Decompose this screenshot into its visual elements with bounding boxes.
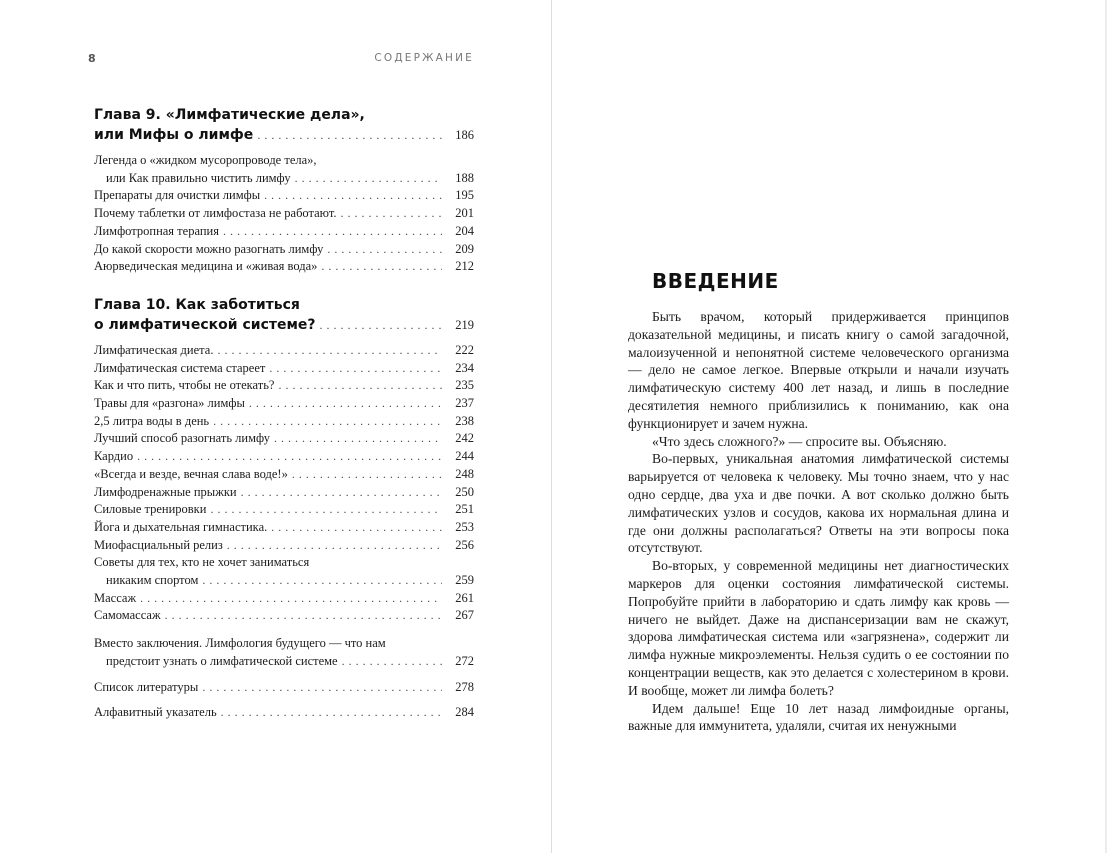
entry-title: Аюрведическая медицина и «живая вода» (94, 259, 318, 274)
entry-title: Силовые тренировки (94, 502, 207, 517)
dot-leader (278, 377, 442, 395)
entry-title: Лимфотропная терапия (94, 223, 219, 238)
entry-page: 242 (455, 431, 474, 446)
entry-title: Самомассаж (94, 608, 161, 623)
dot-leader (341, 205, 442, 223)
toc-entry-conclusion[interactable] (94, 635, 474, 670)
dot-leader (210, 501, 442, 519)
toc-entry[interactable] (94, 360, 474, 378)
entry-page: 195 (455, 188, 474, 203)
entry-page: 259 (455, 573, 474, 588)
page-number: 8 (88, 52, 96, 65)
paragraph: Во-первых, уникальная анатомия лимфатической системы варьируется от человека к человеку. Мы точно знаем, что у нас одно сердце, два уха и две почки. А вот сколько должно быть лимфатических узлов и сосудов, какова их нормальная длина и где они должны располагаться? Ответы на эти вопросы пока отсутствуют. (628, 451, 1009, 556)
dot-leader (264, 187, 442, 205)
toc-entry[interactable] (94, 537, 474, 555)
entry-page: 267 (455, 608, 474, 623)
paragraph: Идем дальше! Еще 10 лет назад лимфоидные органы, важные для иммунитета, удаляли, считая их ненужными (628, 700, 1009, 734)
entry-page: 284 (455, 705, 474, 720)
dot-leader (274, 430, 442, 448)
dot-leader (213, 413, 442, 431)
entry-title: Травы для «разгона» лимфы (94, 396, 245, 411)
toc-entry[interactable] (94, 554, 474, 589)
entry-page: 272 (455, 653, 474, 668)
toc-entry[interactable] (94, 258, 474, 276)
dot-leader (221, 704, 442, 722)
dot-leader (165, 607, 442, 625)
table-of-contents (94, 105, 474, 722)
chapter-title-line1: Глава 9. «Лимфатические дела», (94, 107, 365, 123)
chapter-title-line1: Глава 10. Как заботиться (94, 296, 300, 313)
entry-page: 188 (455, 170, 474, 185)
toc-entry[interactable] (94, 607, 474, 625)
entry-title: «Всегда и везде, вечная слава воде!» (94, 466, 288, 481)
running-head: СОДЕРЖАНИЕ (374, 52, 474, 64)
left-page (0, 0, 551, 853)
entry-title: Массаж (94, 590, 137, 605)
dot-leader (320, 315, 442, 335)
entry-title: Лимфатическая диета. (94, 342, 214, 357)
dot-leader (140, 590, 442, 608)
entry-title-line2: предстоит узнать о лимфатической системе (106, 653, 338, 668)
dot-leader (321, 258, 442, 276)
entry-page: 250 (455, 484, 474, 499)
paragraph: «Что здесь сложного?» — спросите вы. Объясняю. (652, 433, 947, 449)
entry-title-line1: Советы для тех, кто не хочет заниматься (94, 555, 310, 570)
dot-leader (327, 241, 442, 259)
entry-page: 244 (455, 449, 474, 464)
dot-leader (137, 448, 442, 466)
toc-entry[interactable] (94, 590, 474, 608)
toc-entry[interactable] (94, 187, 474, 205)
entry-page: 238 (455, 413, 474, 428)
entry-page: 248 (455, 466, 474, 481)
dot-leader (257, 125, 442, 145)
entry-page: 261 (455, 590, 474, 605)
entry-title: Почему таблетки от лимфостаза не работают. (94, 206, 337, 221)
entry-title: Препараты для очистки лимфы (94, 188, 261, 203)
entry-title: Список литературы (94, 679, 199, 694)
toc-entry[interactable] (94, 430, 474, 448)
chapter-page: 219 (455, 317, 474, 332)
toc-entry[interactable] (94, 466, 474, 484)
entry-page: 201 (455, 206, 474, 221)
toc-entry-bibliography[interactable] (94, 679, 474, 697)
dot-leader (241, 484, 442, 502)
entry-title: Йога и дыхательная гимнастика. (94, 519, 268, 534)
entry-page: 251 (455, 502, 474, 517)
dot-leader (217, 342, 442, 360)
toc-entry[interactable] (94, 241, 474, 259)
entry-page: 237 (455, 396, 474, 411)
entry-page: 256 (455, 537, 474, 552)
section-heading: ВВЕДЕНИЕ (652, 269, 779, 293)
entry-title: Лучший способ разогнать лимфу (94, 431, 271, 446)
dot-leader (269, 360, 442, 378)
entry-title: Лимфатическая система стареет (94, 360, 266, 375)
entry-title: Как и что пить, чтобы не отекать? (94, 378, 275, 393)
entry-page: 204 (455, 223, 474, 238)
chapter-title-line2: о лимфатической системе? (94, 316, 316, 333)
dot-leader (223, 223, 442, 241)
entry-title-line1: Легенда о «жидком мусоропроводе тела», (94, 153, 317, 167)
dot-leader (249, 395, 442, 413)
entry-title: Миофасциальный релиз (94, 537, 223, 552)
toc-chapter-9[interactable] (94, 105, 474, 145)
paragraph: Быть врачом, который придерживается принципов доказательной медицины, и писать книгу о самой загадочной, малоизученной и непонятной системе человеческого организма — дело не самое легкое. Впервые открыли и начали изучать лимфатическую систему 400 лет назад, и лишь в последние десятилетия немного приблизились к пониманию, как она функционирует и зачем нужна. (628, 309, 1009, 431)
dot-leader (342, 653, 442, 671)
toc-entry[interactable] (94, 205, 474, 223)
entry-title: Лимфодренажные прыжки (94, 484, 237, 499)
entry-page: 253 (455, 519, 474, 534)
toc-entry[interactable] (94, 519, 474, 537)
toc-entry[interactable] (94, 501, 474, 519)
entry-page: 209 (455, 241, 474, 256)
dot-leader (295, 170, 442, 188)
toc-chapter-10[interactable] (94, 295, 474, 335)
toc-entry[interactable] (94, 484, 474, 502)
toc-entry[interactable] (94, 395, 474, 413)
dot-leader (202, 572, 442, 590)
toc-entry[interactable] (94, 342, 474, 360)
chapter-title-line2: или Мифы о лимфе (94, 127, 254, 143)
paragraph: Во-вторых, у современной медицины нет диагностических маркеров для оценки состояния лимфатической системы. Попробуйте прийти в лабораторию и сдать лимфу как кровь — ничего не выйдет. Даже на диспансеризации вам не скажут, здорова лимфатическая система или «загрязнена», содержит ли лимфа нужные микроэлементы. Нельзя судить о ее состоянии по концентрации веществ, как это делается с холестерином в крови. И вообще, может ли лимфа болеть? (628, 558, 1009, 698)
toc-entry[interactable] (94, 448, 474, 466)
entry-title: 2,5 литра воды в день (94, 413, 210, 428)
entry-title: Кардио (94, 449, 134, 464)
dot-leader (227, 537, 442, 555)
toc-entry[interactable] (94, 413, 474, 431)
dot-leader (292, 466, 442, 484)
entry-page: 212 (455, 259, 474, 274)
entry-page: 278 (455, 679, 474, 694)
entry-title-line2: никаким спортом (106, 573, 199, 588)
entry-title: До какой скорости можно разогнать лимфу (94, 241, 324, 256)
toc-entry[interactable] (94, 223, 474, 241)
entry-page: 222 (455, 342, 474, 357)
entry-title-line2: или Как правильно чистить лимфу (106, 170, 291, 185)
dot-leader (202, 679, 442, 697)
introduction-section (628, 268, 1009, 735)
entry-page: 235 (455, 378, 474, 393)
entry-title: Алфавитный указатель (94, 705, 217, 720)
entry-title-line1: Вместо заключения. Лимфология будущего — что нам (94, 636, 386, 651)
dot-leader (271, 519, 442, 537)
toc-entry[interactable] (94, 152, 474, 187)
chapter-page: 186 (455, 128, 474, 142)
toc-entry-index[interactable] (94, 704, 474, 722)
toc-entry[interactable] (94, 377, 474, 395)
entry-page: 234 (455, 360, 474, 375)
